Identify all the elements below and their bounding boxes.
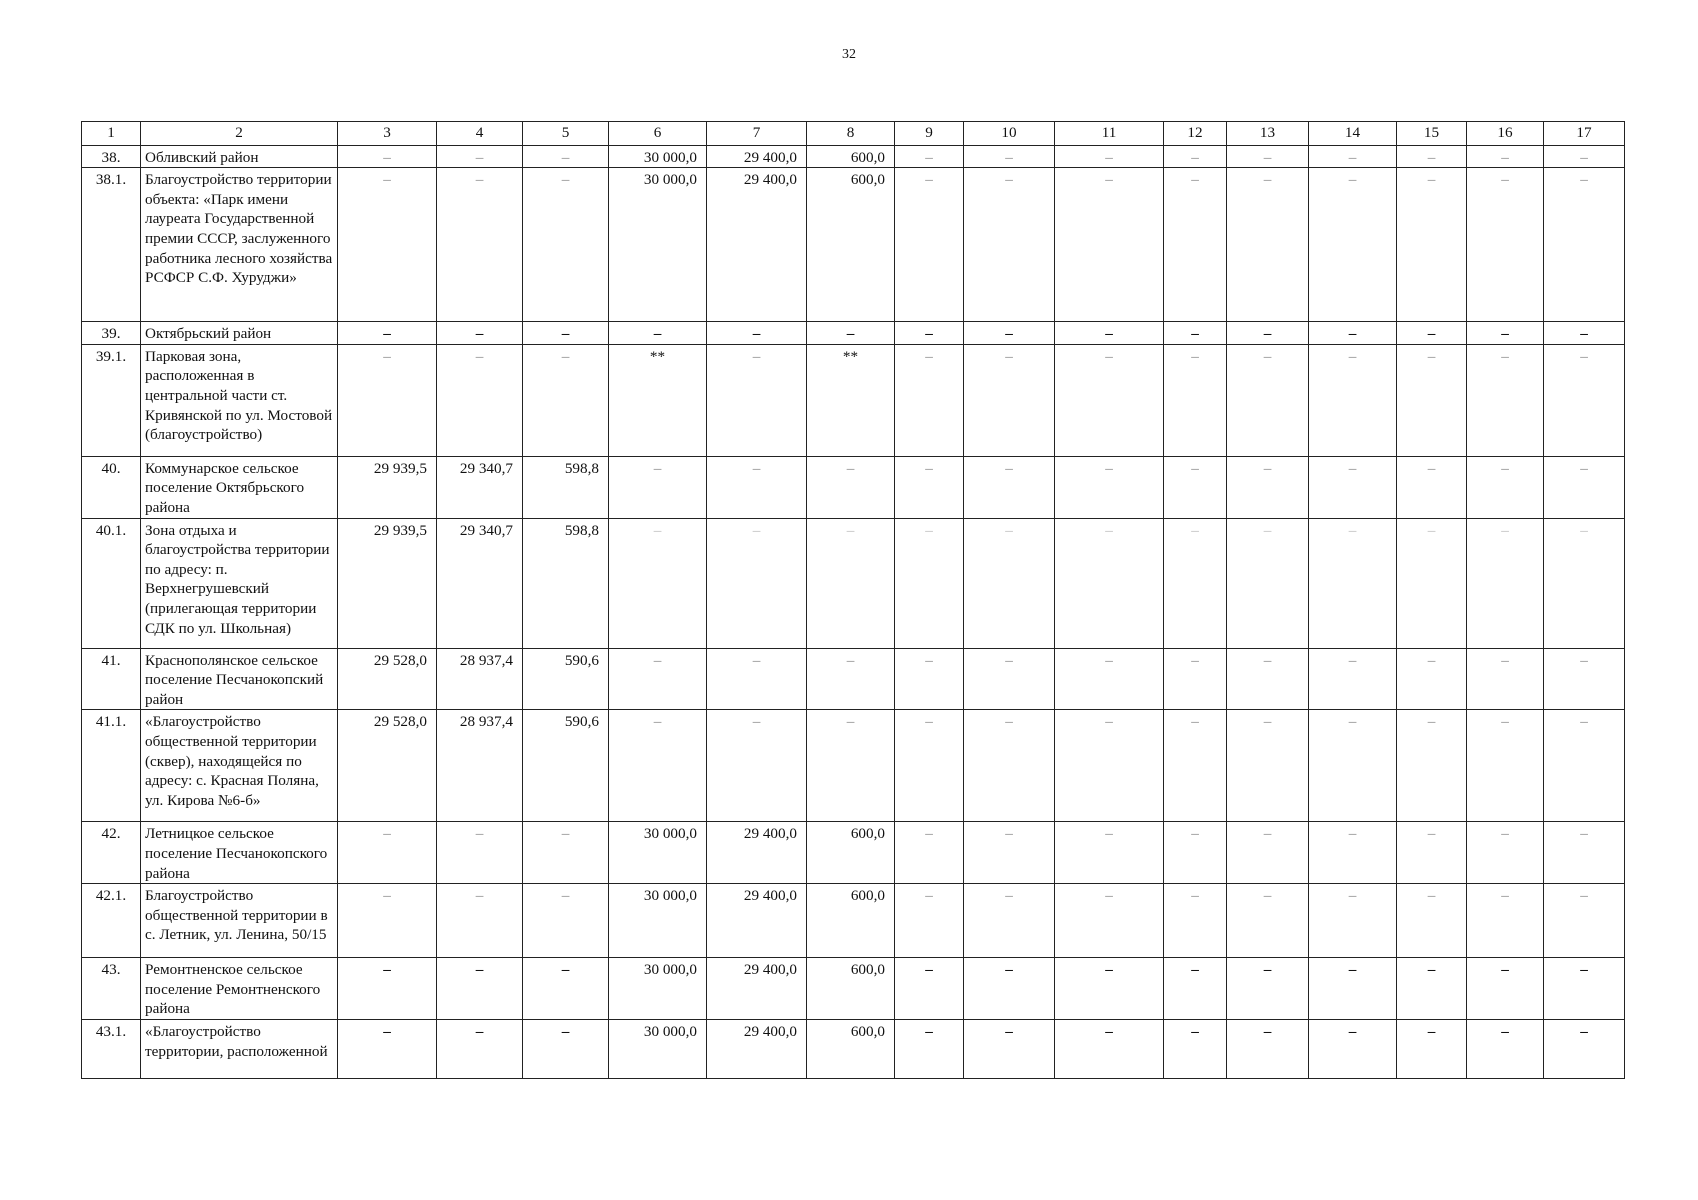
cell-col-8: – (807, 456, 895, 518)
cell-col-6: 30 000,0 (609, 822, 707, 884)
row-name: Благоустройство общественной территории в с. Летник, ул. Ленина, 50/15 (141, 884, 338, 958)
cell-col-5: 590,6 (523, 648, 609, 710)
row-number: 41. (82, 648, 141, 710)
column-header-2: 2 (141, 122, 338, 146)
cell-col-4: 29 340,7 (437, 456, 523, 518)
row-name: Ремонтненское сельское поселение Ремонтненского района (141, 958, 338, 1020)
table-row (82, 145, 1625, 168)
cell-col-6: 30 000,0 (609, 958, 707, 1020)
cell-col-3: 29 528,0 (338, 648, 437, 710)
cell-col-3: – (338, 822, 437, 884)
cell-col-8: 600,0 (807, 168, 895, 322)
cell-col-4: – (437, 884, 523, 958)
cell-col-12: – (1164, 884, 1227, 958)
cell-col-15: – (1397, 518, 1467, 648)
cell-col-13: – (1227, 884, 1309, 958)
cell-col-13: – (1227, 710, 1309, 822)
cell-col-4: 28 937,4 (437, 710, 523, 822)
cell-col-5: 598,8 (523, 456, 609, 518)
cell-col-12: – (1164, 344, 1227, 456)
cell-col-3: – (338, 322, 437, 345)
cell-col-17: – (1544, 822, 1625, 884)
row-number: 43.1. (82, 1019, 141, 1078)
cell-col-13: – (1227, 168, 1309, 322)
column-header-8: 8 (807, 122, 895, 146)
budget-table (81, 121, 1625, 1079)
cell-col-3: 29 939,5 (338, 518, 437, 648)
column-header-14: 14 (1309, 122, 1397, 146)
row-name: «Благоустройство общественной территории (сквер), находящейся по адресу: с. Красная Поляна, ул. Кирова №6-б» (141, 710, 338, 822)
cell-col-7: 29 400,0 (707, 822, 807, 884)
cell-col-15: – (1397, 710, 1467, 822)
row-number: 38. (82, 145, 141, 168)
table-row (82, 648, 1625, 710)
cell-col-10: – (964, 648, 1055, 710)
cell-col-14: – (1309, 710, 1397, 822)
cell-col-13: – (1227, 456, 1309, 518)
cell-col-9: – (895, 168, 964, 322)
cell-col-17: – (1544, 1019, 1625, 1078)
cell-col-13: – (1227, 648, 1309, 710)
cell-col-9: – (895, 145, 964, 168)
cell-col-5: – (523, 322, 609, 345)
row-number: 38.1. (82, 168, 141, 322)
row-name: Обливский район (141, 145, 338, 168)
cell-col-6: – (609, 648, 707, 710)
cell-col-16: – (1467, 145, 1544, 168)
cell-col-15: – (1397, 1019, 1467, 1078)
table-row (82, 456, 1625, 518)
cell-col-17: – (1544, 710, 1625, 822)
cell-col-8: 600,0 (807, 884, 895, 958)
cell-col-15: – (1397, 344, 1467, 456)
cell-col-4: – (437, 822, 523, 884)
cell-col-9: – (895, 648, 964, 710)
cell-col-11: – (1055, 884, 1164, 958)
cell-col-5: – (523, 344, 609, 456)
cell-col-9: – (895, 1019, 964, 1078)
cell-col-10: – (964, 456, 1055, 518)
row-number: 43. (82, 958, 141, 1020)
cell-col-6: – (609, 456, 707, 518)
header-row (82, 122, 1625, 146)
row-name: Коммунарское сельское поселение Октябрьского района (141, 456, 338, 518)
cell-col-5: – (523, 958, 609, 1020)
cell-col-10: – (964, 822, 1055, 884)
row-number: 42.1. (82, 884, 141, 958)
cell-col-8: – (807, 648, 895, 710)
cell-col-16: – (1467, 884, 1544, 958)
cell-col-7: 29 400,0 (707, 1019, 807, 1078)
row-number: 42. (82, 822, 141, 884)
row-name: Октябрьский район (141, 322, 338, 345)
column-header-17: 17 (1544, 122, 1625, 146)
table-row (82, 822, 1625, 884)
page-number: 32 (842, 47, 856, 62)
cell-col-12: – (1164, 456, 1227, 518)
cell-col-3: – (338, 958, 437, 1020)
cell-col-7: – (707, 710, 807, 822)
cell-col-14: – (1309, 648, 1397, 710)
cell-col-3: 29 939,5 (338, 456, 437, 518)
cell-col-17: – (1544, 168, 1625, 322)
cell-col-4: – (437, 145, 523, 168)
cell-col-4: – (437, 1019, 523, 1078)
cell-col-3: 29 528,0 (338, 710, 437, 822)
column-header-1: 1 (82, 122, 141, 146)
cell-col-8: ** (807, 344, 895, 456)
cell-col-4: – (437, 322, 523, 345)
cell-col-11: – (1055, 456, 1164, 518)
cell-col-12: – (1164, 710, 1227, 822)
cell-col-4: – (437, 168, 523, 322)
cell-col-10: – (964, 884, 1055, 958)
cell-col-4: 28 937,4 (437, 648, 523, 710)
cell-col-5: – (523, 168, 609, 322)
cell-col-9: – (895, 518, 964, 648)
cell-col-12: – (1164, 1019, 1227, 1078)
cell-col-11: – (1055, 822, 1164, 884)
cell-col-11: – (1055, 344, 1164, 456)
row-number: 39. (82, 322, 141, 345)
cell-col-9: – (895, 822, 964, 884)
cell-col-15: – (1397, 456, 1467, 518)
cell-col-11: – (1055, 710, 1164, 822)
cell-col-10: – (964, 322, 1055, 345)
cell-col-6: 30 000,0 (609, 1019, 707, 1078)
table-row (82, 884, 1625, 958)
cell-col-17: – (1544, 322, 1625, 345)
cell-col-10: – (964, 344, 1055, 456)
cell-col-11: – (1055, 322, 1164, 345)
cell-col-9: – (895, 456, 964, 518)
cell-col-5: – (523, 822, 609, 884)
cell-col-10: – (964, 1019, 1055, 1078)
cell-col-7: 29 400,0 (707, 958, 807, 1020)
row-name: Благоустройство территории объекта: «Парк имени лауреата Государственной премии СССР, заслуженного работника лесного хозяйства РСФСР С.Ф. Хуруджи» (141, 168, 338, 322)
row-name: Краснополянское сельское поселение Песчанокопский район (141, 648, 338, 710)
column-header-6: 6 (609, 122, 707, 146)
cell-col-15: – (1397, 322, 1467, 345)
cell-col-12: – (1164, 168, 1227, 322)
column-header-11: 11 (1055, 122, 1164, 146)
cell-col-16: – (1467, 1019, 1544, 1078)
cell-col-12: – (1164, 518, 1227, 648)
cell-col-7: 29 400,0 (707, 884, 807, 958)
cell-col-5: 598,8 (523, 518, 609, 648)
cell-col-11: – (1055, 145, 1164, 168)
column-header-12: 12 (1164, 122, 1227, 146)
cell-col-17: – (1544, 884, 1625, 958)
cell-col-3: – (338, 344, 437, 456)
row-number: 40. (82, 456, 141, 518)
cell-col-14: – (1309, 822, 1397, 884)
cell-col-10: – (964, 145, 1055, 168)
cell-col-17: – (1544, 456, 1625, 518)
cell-col-6: – (609, 518, 707, 648)
column-header-15: 15 (1397, 122, 1467, 146)
column-header-9: 9 (895, 122, 964, 146)
cell-col-14: – (1309, 145, 1397, 168)
cell-col-15: – (1397, 168, 1467, 322)
cell-col-13: – (1227, 322, 1309, 345)
cell-col-3: – (338, 1019, 437, 1078)
cell-col-3: – (338, 884, 437, 958)
row-number: 41.1. (82, 710, 141, 822)
cell-col-15: – (1397, 884, 1467, 958)
column-header-5: 5 (523, 122, 609, 146)
cell-col-8: 600,0 (807, 822, 895, 884)
cell-col-4: – (437, 958, 523, 1020)
row-name: Зона отдыха и благоустройства территории по адресу: п. Верхнегрушевский (прилегающая территории СДК по ул. Школьная) (141, 518, 338, 648)
column-header-10: 10 (964, 122, 1055, 146)
cell-col-6: ** (609, 344, 707, 456)
cell-col-6: 30 000,0 (609, 168, 707, 322)
cell-col-7: – (707, 322, 807, 345)
cell-col-11: – (1055, 518, 1164, 648)
cell-col-8: – (807, 710, 895, 822)
cell-col-16: – (1467, 168, 1544, 322)
cell-col-7: – (707, 344, 807, 456)
cell-col-14: – (1309, 168, 1397, 322)
column-header-7: 7 (707, 122, 807, 146)
cell-col-9: – (895, 322, 964, 345)
cell-col-11: – (1055, 958, 1164, 1020)
cell-col-13: – (1227, 1019, 1309, 1078)
column-header-16: 16 (1467, 122, 1544, 146)
cell-col-7: 29 400,0 (707, 168, 807, 322)
cell-col-5: – (523, 145, 609, 168)
cell-col-8: 600,0 (807, 145, 895, 168)
cell-col-16: – (1467, 322, 1544, 345)
row-name: Парковая зона, расположенная в центральной части ст. Кривянской по ул. Мостовой (благоустройство) (141, 344, 338, 456)
cell-col-7: – (707, 456, 807, 518)
cell-col-8: – (807, 322, 895, 345)
row-number: 40.1. (82, 518, 141, 648)
table-row (82, 958, 1625, 1020)
table-row (82, 1019, 1625, 1078)
cell-col-10: – (964, 518, 1055, 648)
cell-col-8: 600,0 (807, 1019, 895, 1078)
cell-col-11: – (1055, 1019, 1164, 1078)
cell-col-12: – (1164, 958, 1227, 1020)
cell-col-14: – (1309, 456, 1397, 518)
cell-col-16: – (1467, 648, 1544, 710)
cell-col-12: – (1164, 322, 1227, 345)
cell-col-17: – (1544, 145, 1625, 168)
cell-col-7: 29 400,0 (707, 145, 807, 168)
cell-col-9: – (895, 958, 964, 1020)
cell-col-6: – (609, 322, 707, 345)
cell-col-15: – (1397, 145, 1467, 168)
cell-col-16: – (1467, 822, 1544, 884)
cell-col-9: – (895, 344, 964, 456)
cell-col-4: 29 340,7 (437, 518, 523, 648)
cell-col-8: 600,0 (807, 958, 895, 1020)
cell-col-13: – (1227, 518, 1309, 648)
cell-col-10: – (964, 958, 1055, 1020)
cell-col-17: – (1544, 648, 1625, 710)
cell-col-16: – (1467, 456, 1544, 518)
table-row (82, 344, 1625, 456)
column-header-4: 4 (437, 122, 523, 146)
cell-col-11: – (1055, 648, 1164, 710)
cell-col-16: – (1467, 518, 1544, 648)
cell-col-14: – (1309, 1019, 1397, 1078)
table-row (82, 710, 1625, 822)
cell-col-5: 590,6 (523, 710, 609, 822)
cell-col-13: – (1227, 344, 1309, 456)
cell-col-3: – (338, 168, 437, 322)
cell-col-6: – (609, 710, 707, 822)
cell-col-15: – (1397, 648, 1467, 710)
cell-col-14: – (1309, 958, 1397, 1020)
cell-col-16: – (1467, 344, 1544, 456)
cell-col-10: – (964, 710, 1055, 822)
cell-col-9: – (895, 884, 964, 958)
cell-col-15: – (1397, 822, 1467, 884)
table-row (82, 518, 1625, 648)
cell-col-6: 30 000,0 (609, 145, 707, 168)
table-row (82, 168, 1625, 322)
cell-col-17: – (1544, 344, 1625, 456)
column-header-13: 13 (1227, 122, 1309, 146)
row-name: «Благоустройство территории, расположенной (141, 1019, 338, 1078)
column-header-3: 3 (338, 122, 437, 146)
row-number: 39.1. (82, 344, 141, 456)
cell-col-14: – (1309, 322, 1397, 345)
cell-col-7: – (707, 518, 807, 648)
cell-col-17: – (1544, 958, 1625, 1020)
cell-col-16: – (1467, 958, 1544, 1020)
cell-col-14: – (1309, 518, 1397, 648)
cell-col-5: – (523, 1019, 609, 1078)
cell-col-15: – (1397, 958, 1467, 1020)
cell-col-13: – (1227, 145, 1309, 168)
cell-col-12: – (1164, 145, 1227, 168)
cell-col-5: – (523, 884, 609, 958)
cell-col-14: – (1309, 344, 1397, 456)
row-name: Летницкое сельское поселение Песчанокопского района (141, 822, 338, 884)
cell-col-8: – (807, 518, 895, 648)
cell-col-7: – (707, 648, 807, 710)
table-row (82, 322, 1625, 345)
cell-col-9: – (895, 710, 964, 822)
cell-col-3: – (338, 145, 437, 168)
cell-col-12: – (1164, 822, 1227, 884)
cell-col-13: – (1227, 822, 1309, 884)
cell-col-14: – (1309, 884, 1397, 958)
cell-col-10: – (964, 168, 1055, 322)
cell-col-6: 30 000,0 (609, 884, 707, 958)
cell-col-11: – (1055, 168, 1164, 322)
cell-col-12: – (1164, 648, 1227, 710)
cell-col-4: – (437, 344, 523, 456)
cell-col-17: – (1544, 518, 1625, 648)
cell-col-16: – (1467, 710, 1544, 822)
cell-col-13: – (1227, 958, 1309, 1020)
